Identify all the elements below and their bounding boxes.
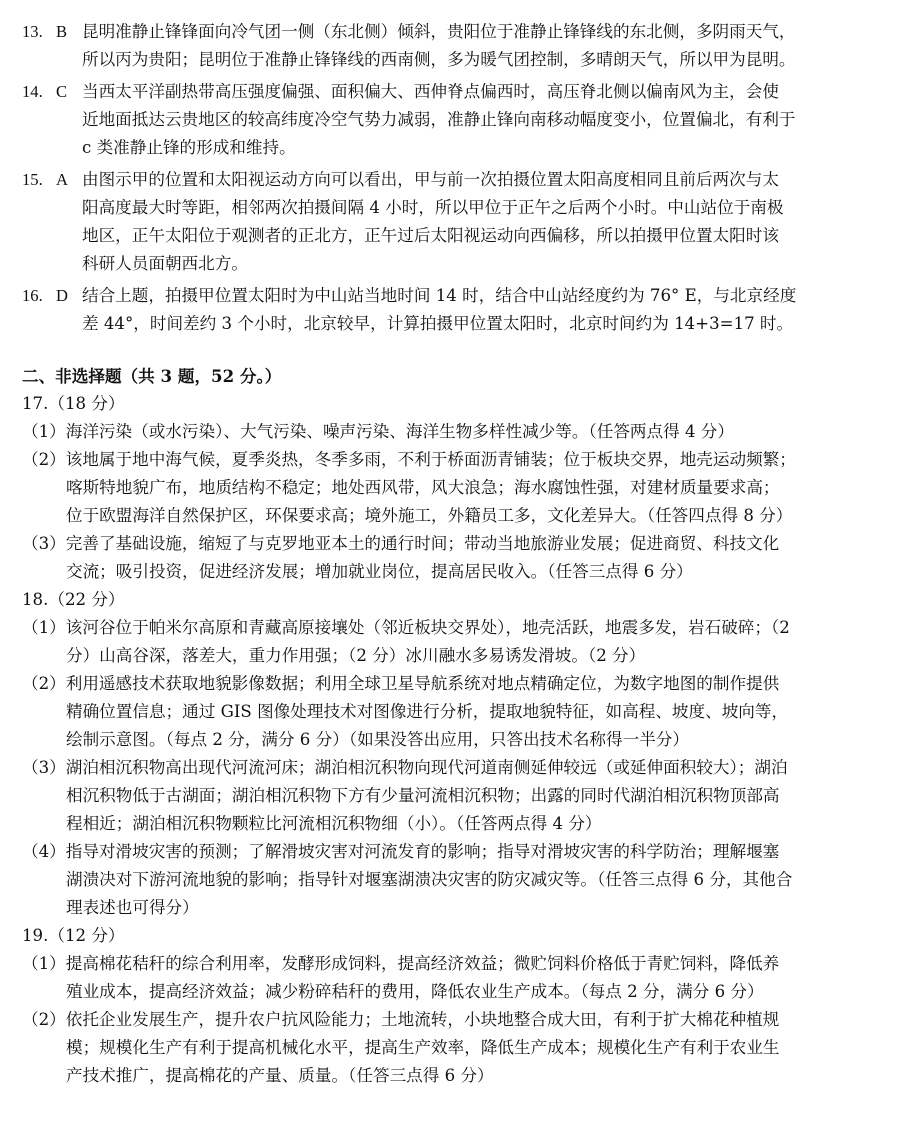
q17-line-5: （3）完善了基础设施，缩短了与克罗地亚本土的通行时间；带动当地旅游业发展；促进商贸、科技文化 — [22, 534, 780, 553]
q18-line-2: 分）山高谷深，落差大，重力作用强；（2 分）冰川融水多易诱发滑坡。（2 分） — [66, 646, 646, 665]
q18-line-8: 程相近；湖泊相沉积物颗粒比河流相沉积物细（小）。（任答两点得 4 分） — [66, 814, 602, 833]
q18-line-5: 绘制示意图。（每点 2 分，满分 6 分）（如果没答出应用，只答出技术名称得一半分） — [66, 730, 689, 749]
q17-line-2: （2）该地属于地中海气候，夏季炎热，冬季多雨，不利于桥面沥青铺装；位于板块交界，地壳运动频繁； — [22, 450, 796, 469]
q19-line-5: 产技术推广，提高棉花的产量、质量。（任答三点得 6 分） — [66, 1066, 494, 1085]
mc-15-answer: A — [56, 170, 68, 189]
q19-line-3: （2）依托企业发展生产，提升农户抗风险能力；土地流转，小块地整合成大田，有利于扩大棉花种植规 — [22, 1010, 780, 1029]
mc-15-line-3: 地区，正午太阳位于观测者的正北方，正午过后太阳视运动向西偏移，所以拍摄甲位置太阳时该 — [82, 226, 779, 245]
mc-15-text: 由图示甲的位置和太阳视运动方向可以看出，甲与前一次拍摄位置太阳高度相同且前后两次与太 — [82, 170, 779, 189]
mc-14-line-1 — [22, 78, 779, 106]
q18-header: 18.（22 分） — [22, 590, 125, 609]
mc-14-line-2: 近地面抵达云贵地区的较高纬度冷空气势力减弱，准静止锋向南移动幅度变小，位置偏北，有利于 — [82, 110, 796, 129]
q18-line-10: 湖溃决对下游河流地貌的影响；指导针对堰塞湖溃决灾害的防灾减灾等。（任答三点得 6 分，其他合 — [66, 870, 793, 889]
q17-line-6: 交流；吸引投资，促进经济发展；增加就业岗位，提高居民收入。（任答三点得 6 分） — [66, 562, 693, 581]
mc-13-line-2: 所以丙为贵阳；昆明位于准静止锋锋线的西南侧，多为暖气团控制，多晴朗天气，所以甲为昆明。 — [82, 50, 796, 69]
mc-14-text: 当西太平洋副热带高压强度偏强、面积偏大、西伸脊点偏西时，高压脊北侧以偏南风为主，会使 — [82, 82, 779, 101]
mc-14-answer: C — [56, 82, 68, 101]
q17-header: 17.（18 分） — [22, 394, 125, 413]
mc-15-number: 15. — [22, 170, 43, 189]
mc-13-number: 13. — [22, 22, 43, 41]
mc-13-answer: B — [56, 22, 68, 41]
mc-16-line-1 — [22, 282, 796, 310]
mc-16-line-2: 差 44°，时间差约 3 个小时，北京较早，计算拍摄甲位置太阳时，北京时间约为 14+3=17 时。 — [82, 314, 794, 333]
mc-15-line-4: 科研人员面朝西北方。 — [82, 254, 248, 273]
mc-15-line-2: 阳高度最大时等距，相邻两次拍摄间隔 4 小时，所以甲位于正午之后两个小时。中山站位于南极 — [82, 198, 784, 217]
q18-line-9: （4）指导对滑坡灾害的预测；了解滑坡灾害对河流发育的影响；指导对滑坡灾害的科学防治；理解堰塞 — [22, 842, 780, 861]
q17-line-4: 位于欧盟海洋自然保护区，环保要求高；境外施工，外籍员工多，文化差异大。（任答四点得 8 分） — [66, 506, 793, 525]
q19-line-2: 殖业成本，提高经济效益；减少粉碎秸秆的费用，降低农业生产成本。（每点 2 分，满分 6 分） — [66, 982, 764, 1001]
mc-15-line-1 — [22, 166, 779, 194]
q18-line-3: （2）利用遥感技术获取地貌影像数据；利用全球卫星导航系统对地点精确定位，为数字地图的制作提供 — [22, 674, 780, 693]
mc-13-text: 昆明准静止锋锋面向冷气团一侧（东北侧）倾斜，贵阳位于准静止锋锋线的东北侧，多阴雨天气， — [82, 22, 796, 41]
q18-line-6: （3）湖泊相沉积物高出现代河流河床；湖泊相沉积物向现代河道南侧延伸较远（或延伸面积较大）；湖泊 — [22, 758, 788, 777]
q19-line-4: 模；规模化生产有利于提高机械化水平，提高生产效率，降低生产成本；规模化生产有利于农业生 — [66, 1038, 780, 1057]
mc-14-line-3: c 类准静止锋的形成和维持。 — [82, 138, 296, 157]
mc-16-text: 结合上题，拍摄甲位置太阳时为中山站当地时间 14 时，结合中山站经度约为 76° E，与北京经度 — [82, 286, 797, 305]
q18-line-11: 理表述也可得分） — [66, 898, 199, 917]
q18-line-1: （1）该河谷位于帕米尔高原和青藏高原接壤处（邻近板块交界处），地壳活跃，地震多发，岩石破碎；（2 — [22, 618, 790, 637]
mc-16-number: 16. — [22, 286, 43, 305]
q18-line-7: 相沉积物低于古湖面；湖泊相沉积物下方有少量河流相沉积物；出露的同时代湖泊相沉积物顶部高 — [66, 786, 780, 805]
section-2-title: 二、非选择题（共 3 题，52 分。） — [22, 366, 282, 386]
q17-line-1: （1）海洋污染（或水污染）、大气污染、噪声污染、海洋生物多样性减少等。（任答两点得 4 分） — [22, 422, 734, 441]
mc-13-line-1 — [22, 18, 796, 46]
q19-header: 19.（12 分） — [22, 926, 125, 945]
q19-line-1: （1）提高棉花秸秆的综合利用率，发酵形成饲料，提高经济效益；微贮饲料价格低于青贮饲料，降低养 — [22, 954, 780, 973]
q18-line-4: 精确位置信息；通过 GIS 图像处理技术对图像进行分析，提取地貌特征，如高程、坡度、坡向等， — [66, 702, 789, 721]
mc-14-number: 14. — [22, 82, 43, 101]
q17-line-3: 喀斯特地貌广布，地质结构不稳定；地处西风带，风大浪急；海水腐蚀性强，对建材质量要求高； — [66, 478, 780, 497]
mc-16-answer: D — [56, 286, 68, 305]
